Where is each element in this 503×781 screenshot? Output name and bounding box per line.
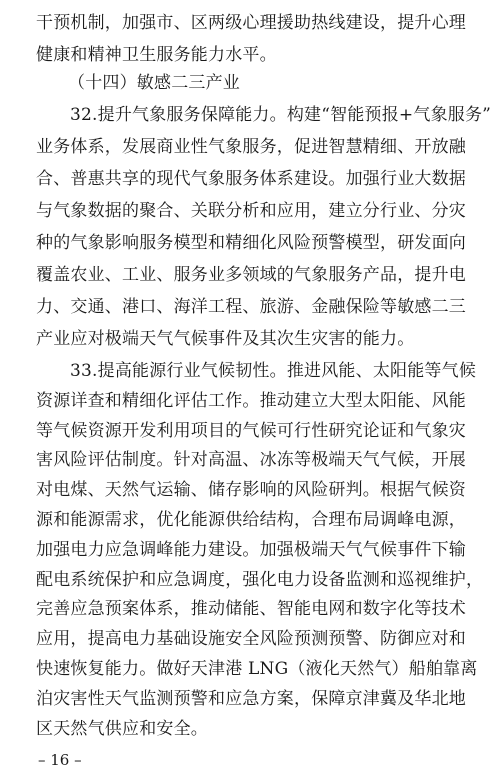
paragraph-32-line: 力、交通、港口、海洋工程、旅游、金融保险等敏感二三 bbox=[36, 297, 466, 317]
paragraph-32-line: 覆盖农业、工业、服务业多领域的气象服务产品，提升电 bbox=[36, 265, 466, 285]
paragraph-line: 干预机制，加强市、区两级心理援助热线建设，提升心理 bbox=[36, 13, 466, 33]
paragraph-32-line: 种的气象影响服务模型和精细化风险预警模型，研发面向 bbox=[36, 233, 466, 253]
paragraph-33-line: 快速恢复能力。做好天津港 LNG（液化天然气）船舶靠离 bbox=[36, 659, 478, 679]
paragraph-33-line: 完善应急预案体系，推动储能、智能电网和数字化等技术 bbox=[36, 599, 466, 619]
paragraph-33-line: 资源详查和精细化评估工作。推动建立大型太阳能、风能 bbox=[36, 391, 466, 411]
paragraph-33-line: 配电系统保护和应急调度，强化电力设备监测和巡视维护， bbox=[36, 570, 484, 590]
paragraph-33-line: 加强电力应急调峰能力建设。加强极端天气气候事件下输 bbox=[36, 540, 466, 560]
paragraph-33-line: 源和能源需求，优化能源供给结构，合理布局调峰电源， bbox=[36, 510, 466, 530]
paragraph-32-line: 合、普惠共享的现代气象服务体系建设。加强行业大数据 bbox=[36, 169, 466, 189]
paragraph-33-line: 泊灾害性天气监测预警和应急方案，保障京津冀及华北地 bbox=[36, 689, 466, 709]
paragraph-33-line: 对电煤、天然气运输、储存影响的风险研判。根据气候资 bbox=[36, 480, 466, 500]
paragraph-33-line: 区天然气供应和安全。 bbox=[36, 719, 208, 739]
paragraph-32-line: 业务体系，发展商业性气象服务，促进智慧精细、开放融 bbox=[36, 137, 466, 157]
section-heading: （十四）敏感二三产业 bbox=[68, 73, 240, 93]
paragraph-32-line: 产业应对极端天气气候事件及其次生灾害的能力。 bbox=[36, 329, 415, 349]
paragraph-33-line: 害风险评估制度。针对高温、冰冻等极端天气气候，开展 bbox=[36, 450, 466, 470]
paragraph-line: 健康和精神卫生服务能力水平。 bbox=[36, 45, 277, 65]
page-number: – 16 – bbox=[38, 751, 82, 769]
paragraph-32-line: 与气象数据的聚合、关联分析和应用，建立分行业、分灾 bbox=[36, 201, 466, 221]
paragraph-32-line: 32.提升气象服务保障能力。构建“智能预报+气象服务” bbox=[70, 105, 492, 125]
paragraph-33-line: 应用，提高电力基础设施安全风险预测预警、防御应对和 bbox=[36, 629, 466, 649]
paragraph-33-line: 等气候资源开发利用项目的气候可行性研究论证和气象灾 bbox=[36, 421, 466, 441]
paragraph-33-line: 33.提高能源行业气候韧性。推进风能、太阳能等气候 bbox=[70, 361, 477, 381]
